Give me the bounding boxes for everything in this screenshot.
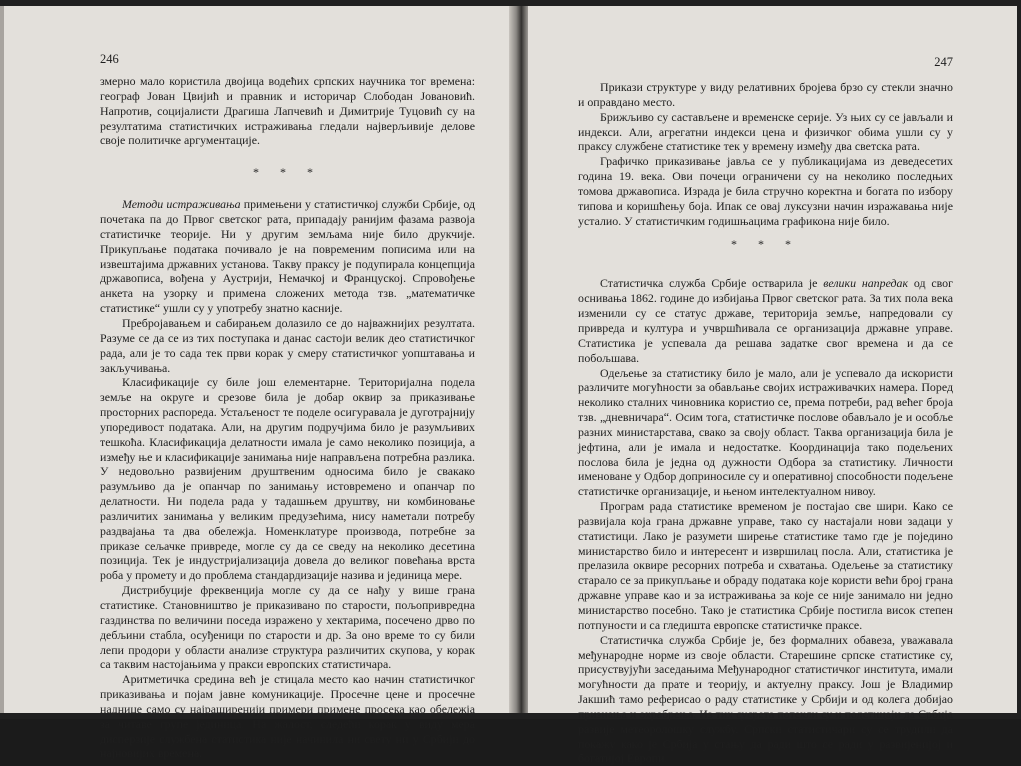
paragraph-methods <box>100 197 475 316</box>
paragraph-progress <box>578 276 953 365</box>
paragraph: змерно мало користила двојица водећих српских научника тог времена: географ Јован Цвијић и правник и историчар Слободан Јовановић. Напротив, социјалисти Драгиша Лапчевић и Димитрије Туцовић су на резултатима статистичких истраживања гледали најверљивије делове своје политичке аргументације. <box>100 74 475 148</box>
paragraph-text: Статистичка служба Србије остварила је <box>600 276 824 291</box>
emphasis-text: Методи истраживања <box>122 197 241 212</box>
paragraph: Брижљиво су састављене и временске серије. Уз њих су се јављали и индекси. Али, агрегатни индекси цена и физичког обима ушли су у праксу службене статистике тек у времену између два светска рата. <box>578 109 953 154</box>
emphasis-text: велики напредак <box>823 276 909 291</box>
paragraph: Прикази структуре у виду релативних бројева брзо су стекли значно и оправдано место. <box>578 80 953 109</box>
page-number-right: 247 <box>934 55 953 69</box>
section-divider-stars: * * * <box>731 237 800 252</box>
left-page <box>4 6 509 761</box>
paragraph: Графичко приказивање јавља се у публикацијама из деведесетих година 19. века. Ови почеци ограничени су на неколико последњих томова државописа. Израда је била стручно коректна и богата по избору типова и коришћењу боја. Ипак се овај луксузни начин изражавања није усталио. У статистичким годишњацима графикона није било. <box>578 154 953 228</box>
book-gutter-shadow <box>521 6 528 713</box>
paragraph: Пребројавањем и сабирањем долазило се до најважнијих резултата. Разуме се да се из тих поступака и данас састоји велик део статистичког рада, али је то сада тек први корак у смеру статистичког уопштавања и закључивања. <box>100 315 475 375</box>
right-page <box>528 6 1017 766</box>
paragraph: Програм рада статистике временом је постајао све шири. Како се развијала која грана државне управе, тако су настајали нови задаци у статистици. Лако је разумети ширење статистике тамо где је поједино министарство било и интересент и извршилац посла. Али, статистика је прелазила оквире ресорних потреба и схватања. Одељење за статистику старало се за прикупљање и обраду података које користи већи број грана државне управе као и за истраживања за које се није занимало ни једно министарство посебно. Тако је статистика Србије постигла висок степен потпуности и са гледишта европске статистичке праксе. <box>578 499 954 632</box>
page-number-left: 246 <box>100 52 119 66</box>
book-gutter-shadow <box>509 6 521 713</box>
paragraph: Класификације су биле још елементарне. Територијална подела земље на округе и срезове била је добар оквир за приказивање просторних распореда. Устаљеност те поделе осигуравала је дуготрајнију упоредивост података. Али, на другим подручјима било је разумљивих тешкоћа. Класификација делатности имала је само неколико позиција, а између ње и класификације занимања није направљена потребна разлика. У недовољно развијеним друштвеним односима било је свакако разумљиво да је опанчар по занимању истовремено и опанчар по делатности. Ни подела рада у тадашњем друштву, ни комбиновање различитих занимања у великим предузећима, нису наметали потребу раздвајања та два обележја. Номенклатуре производа, потребне за приказе сељачке привреде, могле су да се сведу на неколико десетина позиција. Тек је индустријализација довела до великог повећања врста роба у промету и до проблема стандардизације назива и јединица мере. <box>100 375 475 583</box>
paragraph-text: од свог оснивања 1862. године до избијања Првог светског рата. За тих пола века изменили су се статус државе, територија земље, напредовали су привреда и култура и учвршћивала се организација државне управе. Статистика је успевала да решава задатке свог времена и да се побољшава. <box>578 276 953 365</box>
section-divider-stars: * * * <box>253 165 322 180</box>
paragraph: Дистрибуције фреквенција могле су да се нађу у више грана статистике. Становништво је приказивано по старости, пољопривредна газдинства по величини поседа изражено у хектарима, посечено дрво по дебљини стабла, осуђеници по старости и др. За оно време то су били лепи продори у области анализе структура различитих скупова, у корак са таквим настојањима у пракси европских статистичара. <box>100 583 475 672</box>
paragraph: Одељење за статистику било је мало, али је успевало да искористи различите могућности за обављање својих истраживачких намера. Поред неколико сталних чиновника користио се, према потреби, рад већег броја тзв. „дневничара“. Осим тога, статистичке послове обављало је и особље разних министарстава, свако за своју област. Таква организација била је јефтина, али је имала и недостатке. Координација тако подељених послова била је једна од дужности Одбора за статистику. Личности именоване у Одбор доприносиле су и оперативној способности подељене статистичке организације, и њеном интелектуалном нивоу. <box>578 365 953 499</box>
paragraph: Аритметичка средина већ је стицала место као начин статистичког приказивања и појам јавне комуникације. Просечне цене и просечне наднице само су најраширенији примери примене просека као обележја за читаве групе јединица. На жалост, следећи корак у виду мера дисперзије службена статистика није начинила ни свету ни у Србији до најновијих времена. <box>100 672 475 761</box>
paragraph: Статистичка служба Србије је, без формалних обавеза, уважавала међународне норме из своје области. Старешине српске статистике су, присуствујући заседањима Међународног статистичког института, имали могућности да прате и теорију, и актуелну праксу. Још је Владимир Јакшић тамо реферисао о раду статистике у Србији и од колега добијао признања и охрабрења. Из тих сусрета потекли су и подстицаји да Србија развије метеоролошку службу. Српски статистичари су се трудили да покажу како је Србија у стању да ради што се ради у развијенијој и богатијој Европи. <box>578 632 953 766</box>
paragraph-text: примењени у статистичкој служби Србије, од почетака па до Првог светског рата, припадају ранијим фазама развоја статистичке теорије. Ни у другим земљама није било друкчије. Прикупљање података почивало је на повременим пописима или на извештајима државних установа. Такву праксу је подупирала концепција државописа, вођена у Аустрији, Немачкој и Француској. Спровођење анкета на узорку и примена сложених метода тзв. „математичке статистике“ ушли су у употребу знатно касније. <box>100 197 476 316</box>
